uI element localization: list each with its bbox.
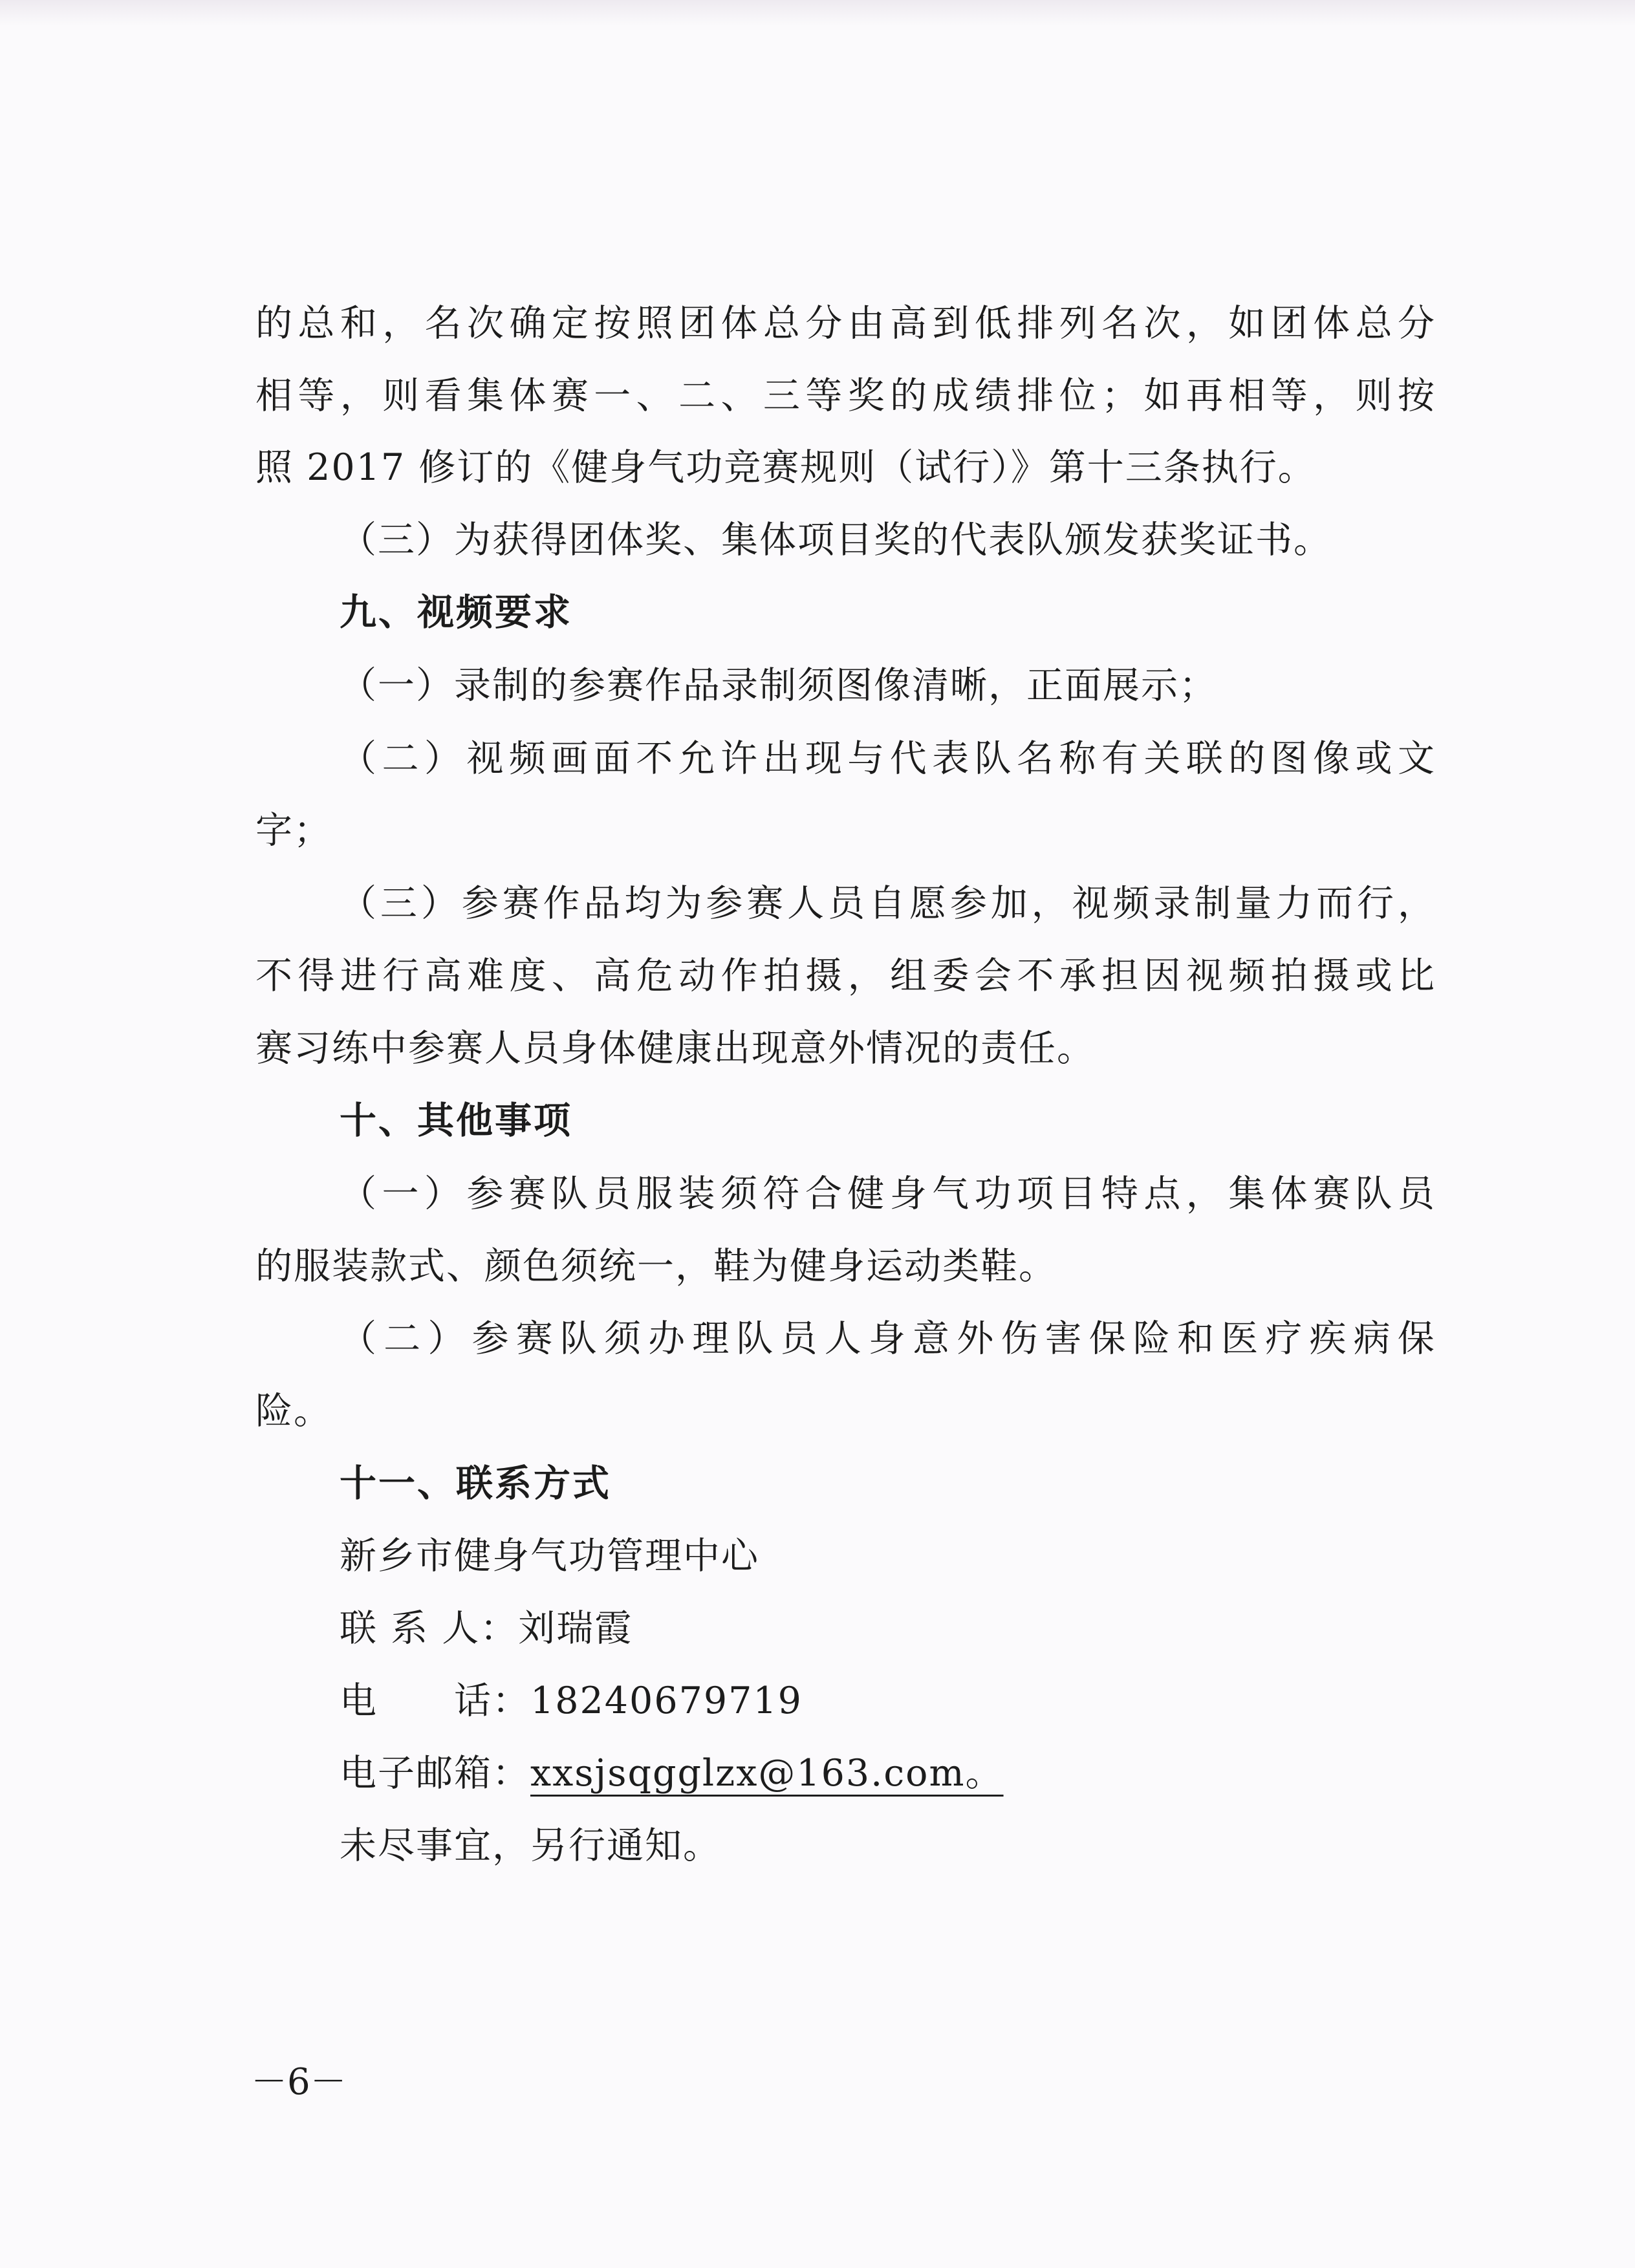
glyph: 、: [636, 374, 675, 417]
glyph: 赛: [1313, 1172, 1352, 1215]
glyph: 须: [720, 1172, 759, 1215]
glyph: 病: [1353, 1317, 1392, 1360]
glyph: 理: [692, 1317, 731, 1360]
glyph: 量: [1235, 882, 1273, 925]
glyph: 而: [1316, 882, 1355, 925]
glyph: 担: [1101, 955, 1140, 997]
glyph: 按: [1397, 374, 1436, 417]
page-number: －6－: [251, 2061, 347, 2103]
glyph: 赛: [515, 1317, 554, 1360]
glyph: 名: [1017, 737, 1055, 780]
glyph: 行: [382, 955, 421, 997]
glyph: 疗: [1265, 1317, 1304, 1360]
glyph: 频: [1112, 882, 1151, 925]
glyph: 总: [763, 302, 801, 345]
glyph: 身: [889, 1172, 928, 1215]
glyph: 危: [636, 955, 675, 997]
glyph: 服: [636, 1172, 675, 1215]
glyph: 相: [1228, 374, 1267, 417]
glyph: 三: [380, 882, 418, 925]
glyph: 不: [636, 737, 675, 780]
glyph: 允: [678, 737, 717, 780]
glyph: 制: [1194, 882, 1233, 925]
glyph: 成: [932, 374, 971, 417]
glyph: 则: [1355, 374, 1394, 417]
glyph: ，: [847, 955, 886, 997]
glyph: 医: [1221, 1317, 1260, 1360]
glyph: 合: [805, 1172, 843, 1215]
glyph: 行: [1357, 882, 1396, 925]
glyph: 如: [1143, 374, 1182, 417]
glyph: 组: [890, 955, 929, 997]
glyph: 二: [382, 737, 420, 780]
glyph: 、: [551, 955, 590, 997]
glyph: 装: [678, 1172, 717, 1215]
glyph: 作: [543, 882, 581, 925]
glyph: 功: [974, 1172, 1013, 1215]
glyph: 参: [466, 1172, 505, 1215]
glyph: 险: [1132, 1317, 1171, 1360]
contact-email-label: 电子邮箱：: [340, 1752, 530, 1795]
glyph: 须: [603, 1317, 642, 1360]
scan-edge: [0, 0, 1635, 26]
glyph: 二: [678, 374, 717, 417]
glyph: 度: [509, 955, 548, 997]
other-item-1: [340, 1168, 1436, 1220]
video-item-3-cont-2: 赛习练中参赛人员身体健康出现意外情况的责任。: [255, 1027, 1095, 1070]
glyph: 不: [255, 955, 294, 997]
glyph: 频: [508, 737, 547, 780]
body-line-1: [255, 297, 1436, 349]
glyph: 一: [382, 1172, 420, 1215]
glyph: 摄: [1313, 955, 1352, 997]
glyph: 看: [424, 374, 463, 417]
video-item-2: [340, 733, 1436, 784]
glyph: 则: [382, 374, 421, 417]
glyph: 得: [298, 955, 336, 997]
glyph: 赛: [508, 1172, 547, 1215]
glyph: 次: [1143, 302, 1182, 345]
glyph: 人: [824, 1317, 863, 1360]
glyph: 图: [1270, 737, 1309, 780]
glyph: 照: [636, 302, 675, 345]
glyph: ）: [424, 737, 462, 780]
glyph: 等: [805, 374, 844, 417]
glyph: 、: [720, 374, 759, 417]
glyph: 表: [932, 737, 971, 780]
glyph: 自: [868, 882, 907, 925]
contact-person-label: 联 系 人：: [340, 1607, 519, 1650]
body-line-3: 照 2017 修订的《健身气功竞赛规则（试行）》第十三条执行。: [255, 446, 1316, 489]
contact-phone-row: [340, 1675, 803, 1727]
video-item-1: （一）录制的参赛作品录制须图像清晰，正面展示；: [340, 664, 1217, 707]
contact-person-value: 刘瑞霞: [518, 1607, 633, 1650]
glyph: 参: [706, 882, 744, 925]
glyph: 三: [763, 374, 801, 417]
glyph: 联: [1186, 737, 1224, 780]
glyph: ，: [1186, 302, 1224, 345]
glyph: ）: [420, 882, 459, 925]
glyph: 视: [466, 737, 505, 780]
glyph: ）: [428, 1317, 466, 1360]
glyph: 承: [1059, 955, 1098, 997]
glyph: ，: [340, 374, 378, 417]
other-item-2-cont: 险。: [255, 1390, 332, 1432]
glyph: 身: [868, 1317, 907, 1360]
glyph: 特: [1101, 1172, 1140, 1215]
glyph: 拍: [763, 955, 801, 997]
glyph: 像: [1313, 737, 1352, 780]
glyph: 关: [1143, 737, 1182, 780]
glyph: 委: [932, 955, 971, 997]
glyph: ）: [424, 1172, 462, 1215]
glyph: 确: [509, 302, 548, 345]
glyph: 赛: [551, 374, 590, 417]
glyph: 员: [593, 1172, 632, 1215]
glyph: 面: [593, 737, 632, 780]
glyph: 或: [1355, 737, 1394, 780]
glyph: 出: [763, 737, 801, 780]
glyph: 总: [1355, 302, 1394, 345]
glyph: 进: [340, 955, 378, 997]
glyph: 的: [255, 302, 294, 345]
glyph: 列: [1059, 302, 1098, 345]
glyph: 称: [1059, 737, 1098, 780]
glyph: 如: [1228, 302, 1267, 345]
glyph: 按: [594, 302, 633, 345]
body-line-2: [255, 370, 1436, 422]
glyph: 赛: [746, 882, 785, 925]
glyph: 高: [594, 955, 633, 997]
glyph: 参: [471, 1317, 510, 1360]
glyph: ，: [1031, 882, 1070, 925]
glyph: 拍: [1270, 955, 1309, 997]
glyph: 均: [624, 882, 663, 925]
glyph: 或: [1355, 955, 1394, 997]
body-line-4: （三）为获得团体奖、集体项目奖的代表队颁发获奖证书。: [340, 519, 1332, 561]
glyph: 奖: [847, 374, 886, 417]
glyph: 体: [509, 374, 548, 417]
glyph: 动: [678, 955, 717, 997]
glyph: 频: [1228, 955, 1267, 997]
glyph: 再: [1186, 374, 1224, 417]
contact-organization: 新乡市健身气功管理中心: [340, 1535, 759, 1577]
glyph: 健: [847, 1172, 886, 1215]
glyph: 因: [1143, 955, 1182, 997]
glyph: 与: [847, 737, 886, 780]
glyph: 办: [648, 1317, 687, 1360]
glyph: 集: [467, 374, 506, 417]
glyph: 保: [1397, 1317, 1436, 1360]
glyph: 分: [805, 302, 844, 345]
glyph: 绩: [974, 374, 1013, 417]
closing-note: 未尽事宜，另行通知。: [340, 1824, 721, 1867]
other-item-1-cont: 的服装款式、颜色须统一，鞋为健身运动类鞋。: [255, 1245, 1057, 1288]
glyph: （: [340, 882, 378, 925]
glyph: 的: [890, 374, 929, 417]
glyph: 队: [1355, 1172, 1394, 1215]
contact-email-link[interactable]: xxsjsqgglzx@163.com。: [530, 1752, 1004, 1795]
glyph: ，: [1397, 882, 1436, 925]
glyph: 符: [763, 1172, 801, 1215]
glyph: 的: [1228, 737, 1267, 780]
glyph: 体: [1313, 302, 1352, 345]
glyph: 意: [913, 1317, 951, 1360]
glyph: 力: [1275, 882, 1314, 925]
glyph: 视: [1072, 882, 1110, 925]
glyph: 录: [1153, 882, 1192, 925]
glyph: 许: [720, 737, 759, 780]
glyph: 人: [787, 882, 826, 925]
glyph: （: [340, 737, 378, 780]
glyph: 定: [551, 302, 590, 345]
glyph: 队: [974, 737, 1013, 780]
glyph: 气: [932, 1172, 971, 1215]
glyph: 位: [1059, 374, 1098, 417]
glyph: 视: [1186, 955, 1224, 997]
glyph: 员: [828, 882, 867, 925]
glyph: 一: [594, 374, 633, 417]
glyph: 员: [780, 1317, 819, 1360]
section-heading-other-matters: 十、其他事项: [340, 1099, 572, 1142]
glyph: 害: [1045, 1317, 1083, 1360]
glyph: 伤: [1001, 1317, 1039, 1360]
glyph: 有: [1101, 737, 1140, 780]
video-item-3-cont-1: [255, 950, 1436, 1002]
glyph: 等: [1270, 374, 1309, 417]
glyph: 队: [736, 1317, 775, 1360]
video-item-3: [340, 878, 1436, 929]
glyph: 参: [461, 882, 500, 925]
glyph: （: [340, 1172, 378, 1215]
glyph: 不: [1017, 955, 1056, 997]
glyph: 为: [665, 882, 704, 925]
glyph: 作: [720, 955, 759, 997]
glyph: 现: [805, 737, 843, 780]
glyph: 次: [467, 302, 506, 345]
glyph: 代: [889, 737, 928, 780]
glyph: 和: [1176, 1317, 1215, 1360]
glyph: 外: [957, 1317, 995, 1360]
glyph: 比: [1397, 955, 1436, 997]
glyph: 加: [990, 882, 1029, 925]
glyph: 会: [974, 955, 1013, 997]
glyph: 赛: [502, 882, 541, 925]
glyph: 员: [1397, 1172, 1436, 1215]
contact-person-row: [340, 1603, 633, 1654]
glyph: 等: [298, 374, 336, 417]
glyph: 名: [1101, 302, 1140, 345]
glyph: ；: [1101, 374, 1140, 417]
glyph: 队: [559, 1317, 598, 1360]
glyph: 疾: [1309, 1317, 1348, 1360]
other-item-2: [340, 1313, 1436, 1365]
glyph: ，: [1313, 374, 1352, 417]
glyph: 队: [551, 1172, 590, 1215]
glyph: 项: [1017, 1172, 1055, 1215]
glyph: 排: [1017, 302, 1056, 345]
glyph: 由: [847, 302, 886, 345]
glyph: 团: [678, 302, 717, 345]
video-item-2-cont: 字；: [255, 809, 332, 852]
glyph: 集: [1228, 1172, 1267, 1215]
glyph: 低: [974, 302, 1013, 345]
glyph: 团: [1270, 302, 1309, 345]
contact-email-row: [340, 1747, 1004, 1799]
glyph: 体: [1270, 1172, 1309, 1215]
glyph: 保: [1088, 1317, 1127, 1360]
glyph: 体: [720, 302, 759, 345]
glyph: 总: [298, 302, 336, 345]
glyph: 到: [932, 302, 971, 345]
glyph: 点: [1143, 1172, 1182, 1215]
glyph: 文: [1397, 737, 1436, 780]
glyph: ，: [382, 302, 421, 345]
glyph: 品: [583, 882, 622, 925]
glyph: 相: [255, 374, 294, 417]
glyph: ，: [1186, 1172, 1224, 1215]
glyph: 摄: [805, 955, 844, 997]
contact-phone-label: 电 话：: [340, 1679, 530, 1722]
glyph: 难: [467, 955, 506, 997]
glyph: 高: [424, 955, 463, 997]
glyph: 名: [424, 302, 463, 345]
glyph: 高: [890, 302, 929, 345]
section-heading-contact: 十一、联系方式: [340, 1462, 611, 1505]
glyph: （: [340, 1317, 378, 1360]
glyph: 目: [1059, 1172, 1098, 1215]
glyph: 画: [551, 737, 590, 780]
glyph: 分: [1397, 302, 1436, 345]
glyph: 排: [1017, 374, 1056, 417]
glyph: 二: [384, 1317, 422, 1360]
glyph: 和: [340, 302, 378, 345]
glyph: 参: [949, 882, 988, 925]
glyph: 愿: [909, 882, 947, 925]
section-heading-video-requirements: 九、视频要求: [340, 591, 572, 634]
contact-phone-value: 18240679719: [530, 1679, 803, 1722]
